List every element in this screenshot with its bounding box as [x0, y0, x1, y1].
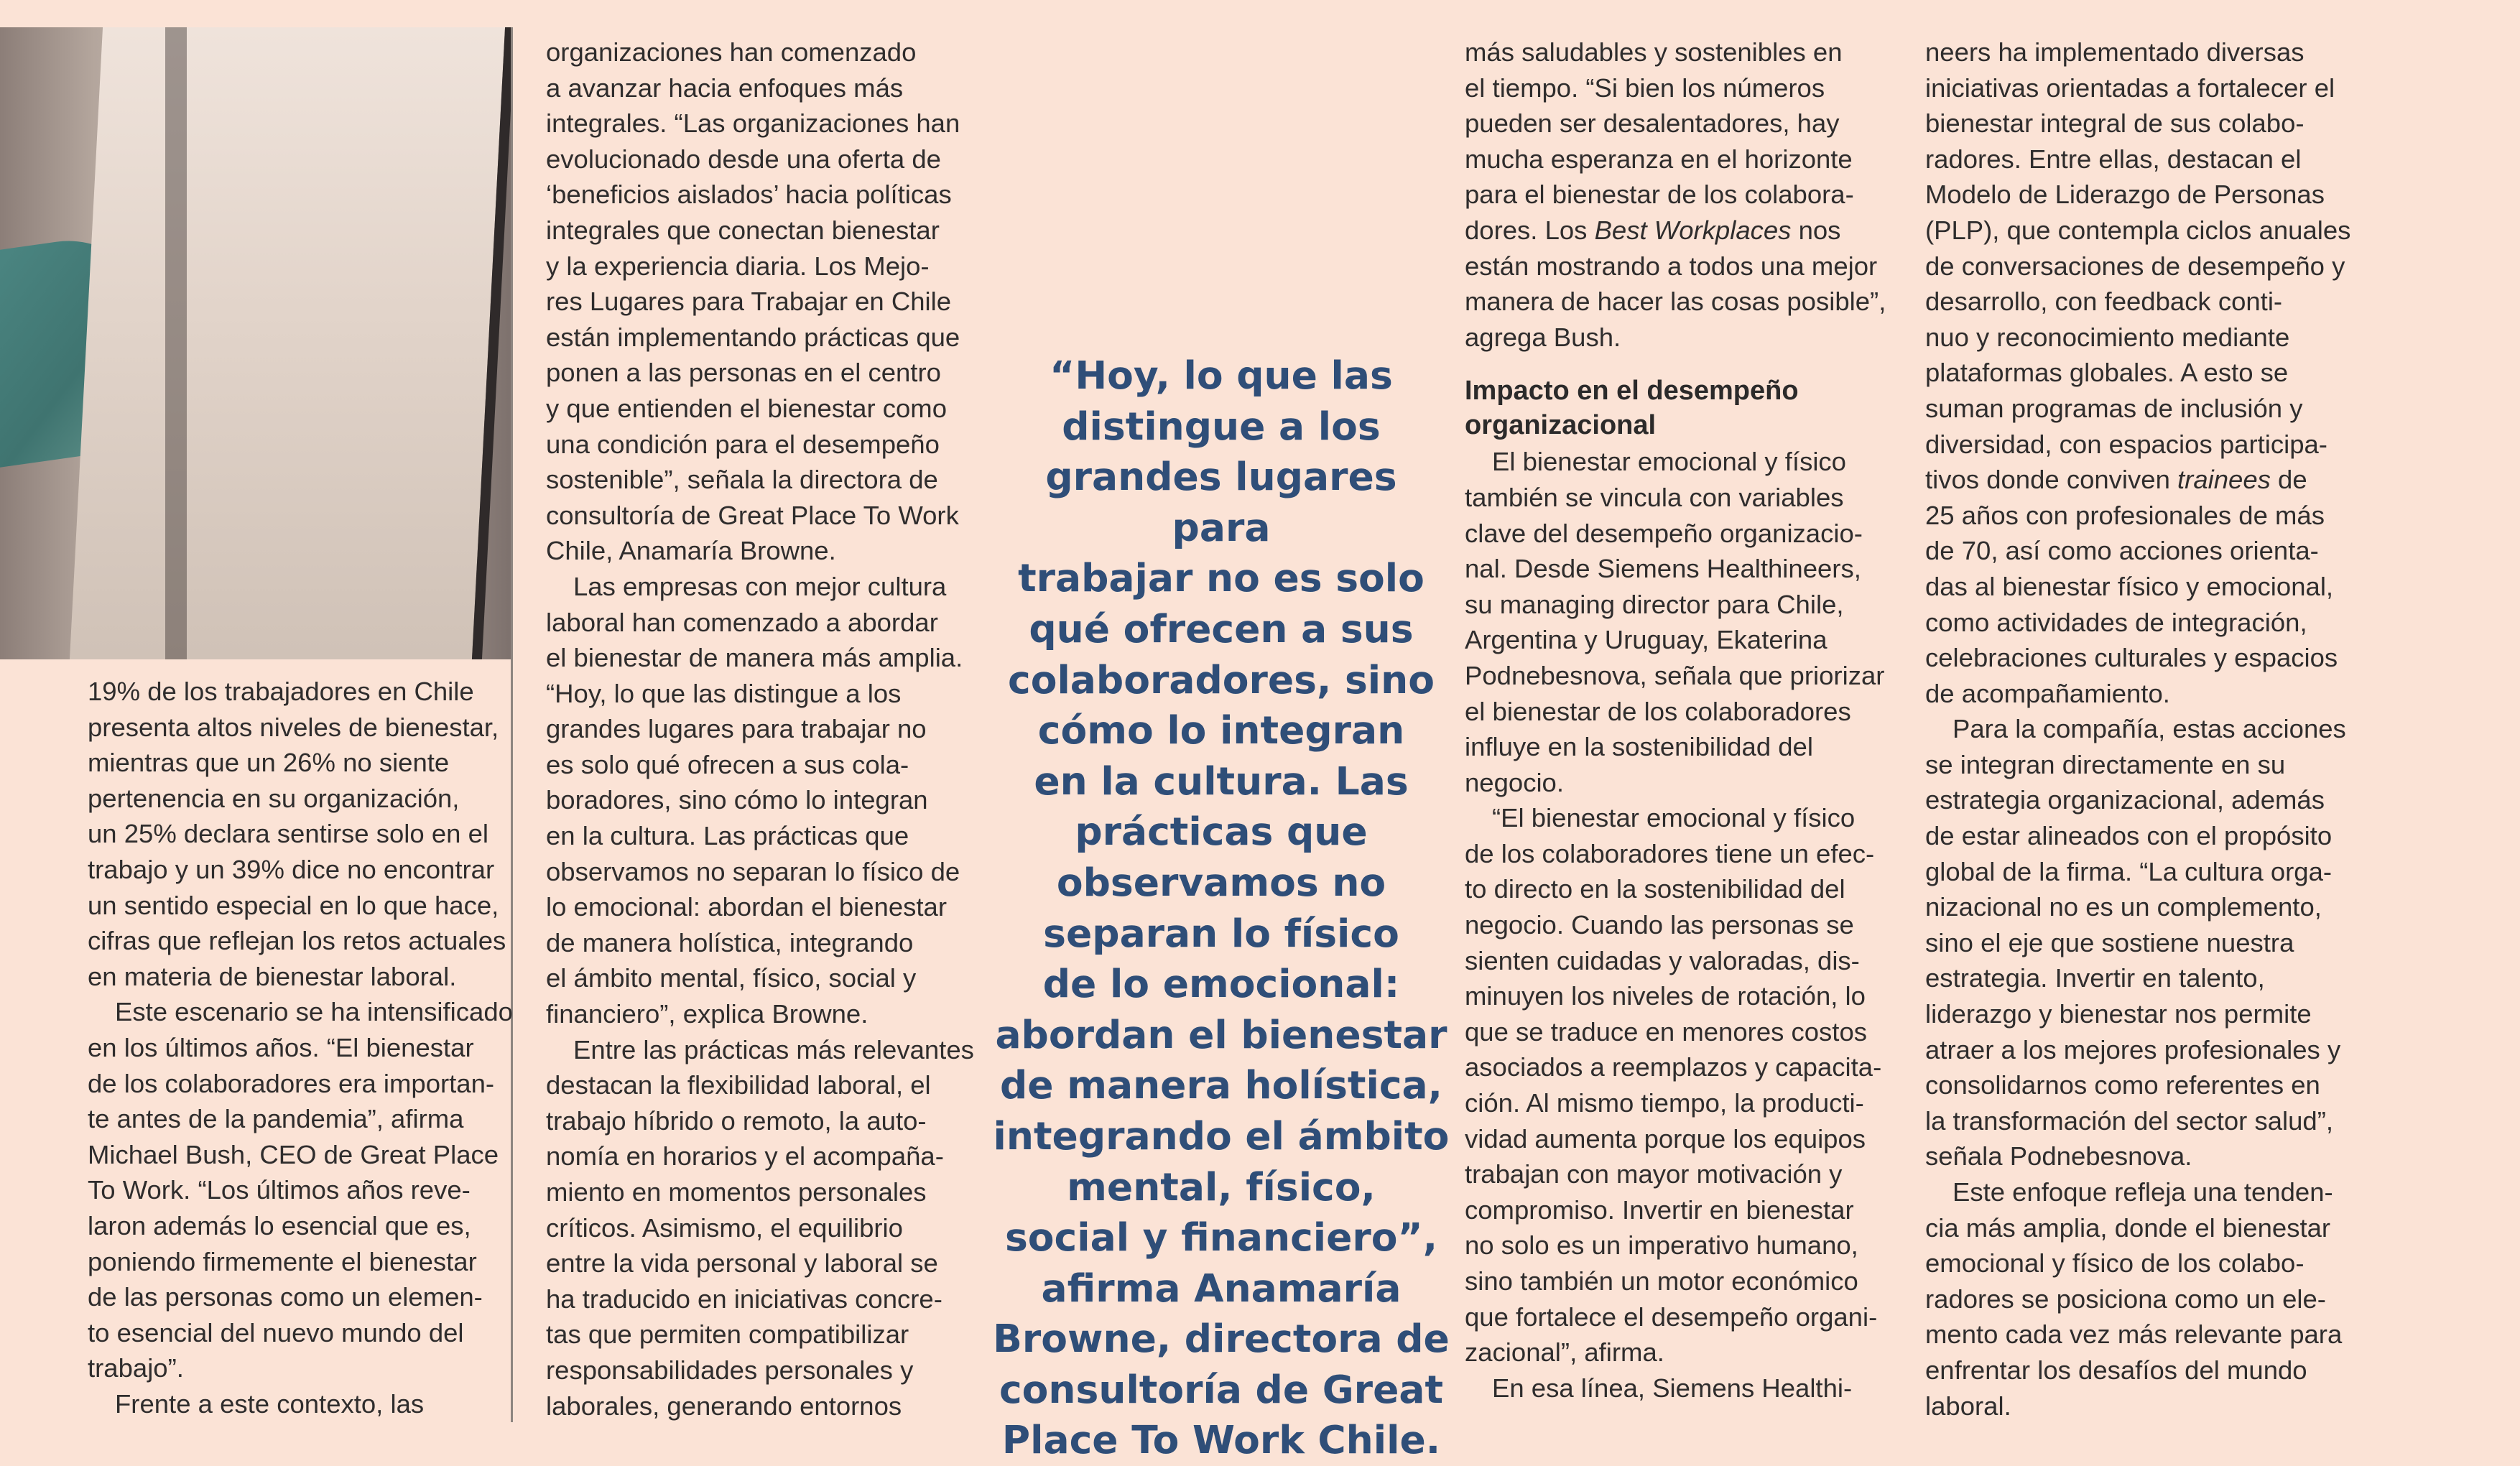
- paragraph: 19% de los trabajadores en Chile presenta altos niveles de bienestar, mientras que un 26% no siente pertenencia en su organización, un 25% declara sentirse solo en el trabajo y un 39% dice no encontrar un sentido especial en lo que hace, cifras que reflejan los retos actuales en materia de bienestar laboral.: [88, 677, 506, 991]
- paragraph: “El bienestar emocional y físico de los colaboradores tiene un efec- to directo en la sostenibilidad del negocio. Cuando las personas se sienten cuidadas y valoradas, dis- minuyen los niveles de rotación, lo que se traduce en menores costos asociados a reemplazos y capacita- ción. Al mismo tiempo, la producti- vidad aumenta porque los equipos trabajan con mayor motivación y compromiso. Invertir en bienestar no solo es un imperativo humano, sino también un motor económico que fortalece el desempeño organi- zacional”, afirma.: [1465, 803, 1882, 1368]
- article-column-3: [1465, 34, 1896, 1406]
- paragraph: Frente a este contexto, las: [115, 1388, 425, 1419]
- paragraph: Este enfoque refleja una tenden- cia más amplia, donde el bienestar emocional y físico de los colabo- radores se posiciona como un ele- mento cada vez más relevante para enfrentar los desafíos del mundo laboral.: [1925, 1177, 2343, 1421]
- photo-shadow: [165, 27, 187, 659]
- paragraph: Entre las prácticas más relevantes destacan la flexibilidad laboral, el trabajo híbrido o remoto, la auto- nomía en horarios y el acompaña- miento en momentos personales críticos. Asimismo, el equilibrio entre la vida personal y laboral se ha traducido en iniciativas concre- tas que permiten compatibilizar responsabilidades personales y laborales, generando entornos: [546, 1034, 974, 1421]
- text-run: de 25 años con profesionales de más de 70, así como acciones orienta- das al bienestar físico y emocional, como actividades de integración, celebraciones culturales y espacios de acompañamiento.: [1925, 465, 2338, 708]
- paragraph: En esa línea, Siemens Healthi-: [1492, 1373, 1853, 1403]
- pull-quote: “Hoy, lo que las distingue a los grandes lugares para trabajar no es solo qué ofrecen a sus colaboradores, sino cómo lo integran en la cultura. Las prácticas que observamos no separan lo físico de lo emocional: abordan el bienestar de manera holística, integrando el ámbito mental, físico, social y financiero”, afirma Anamaría Browne, directora de consultoría de Great Place To Work Chile.: [993, 353, 1450, 1463]
- text-run: nos están mostrando a todos una mejor manera de hacer las cosas posible”, agrega Bush.: [1465, 215, 1886, 352]
- photo-wall-panel: [69, 27, 511, 659]
- paragraph: Las empresas con mejor cultura laboral han comenzado a abordar el bienestar de manera más amplia. “Hoy, lo que las distingue a los grandes lugares para trabajar no es solo qué ofrecen a sus cola- boradores, sino cómo lo integran en la cultura. Las prácticas que observamos no separan lo físico de lo emocional: abordan el bienestar de manera holística, integrando el ámbito mental, físico, social y financiero”, explica Browne.: [546, 571, 963, 1029]
- article-column-1: [88, 674, 515, 1421]
- article-column-4: [1925, 34, 2356, 1424]
- paragraph: [1925, 34, 2356, 711]
- paragraph: Para la compañía, estas acciones se integran directamente en su estrategia organizacional, además de estar alineados con el propósito global de la firma. “La cultura orga- nizacional no es un complemento, sino el eje que sostiene nuestra estrategia. Invertir en talento, liderazgo y bienestar nos permite atraer a los mejores profesionales y consolidarnos como referentes en la transformación del sector salud”, señala Podnebesnova.: [1925, 714, 2346, 1172]
- emphasis-text: trainees: [2177, 465, 2271, 495]
- text-run: neers ha implementado diversas iniciativas orientadas a fortalecer el bienestar integral de sus colabo- radores. Entre ellas, destacan el Modelo de Liderazgo de Personas (PLP), que contempla ciclos anuales de conversaciones de desempeño y desarrollo, con feedback conti- nuo y reconocimiento mediante plataformas globales. A esto se suman programas de inclusión y diversidad, con espacios participa- tivos donde conviven: [1925, 37, 2351, 495]
- article-photo: [0, 27, 511, 659]
- paragraph: El bienestar emocional y físico también se vincula con variables clave del desempeño organizacio- nal. Desde Siemens Healthineers, su managing director para Chile, Argentina y Uruguay, Ekaterina Podnebesnova, señala que priorizar el bienestar de los colaboradores influye en la sostenibilidad del negocio.: [1465, 447, 1885, 797]
- text-run: más saludables y sostenibles en el tiempo. “Si bien los números pueden ser desalentadores, hay mucha esperanza en el horizonte para el bienestar de los colabora- dores. Los: [1465, 37, 1854, 245]
- paragraph: organizaciones han comenzado a avanzar hacia enfoques más integrales. “Las organizaciones han evolucionado desde una oferta de ‘beneficios aislados’ hacia políticas integrales que conectan bienestar y la experiencia diaria. Los Mejo- res Lugares para Trabajar en Chile están implementando prácticas que ponen a las personas en el centro y que entienden el bienestar como una condición para el desempeño sostenible”, señala la directora de consultoría de Great Place To Work Chile, Anamaría Browne.: [546, 37, 960, 566]
- section-heading: Impacto en el desempeño organizacional: [1465, 376, 1799, 441]
- article-column-2: [546, 34, 977, 1424]
- emphasis-text: Best Workplaces: [1594, 215, 1792, 245]
- paragraph: Este escenario se ha intensificado en los últimos años. “El bienestar de los colaboradores era importan- te antes de la pandemia”, afirma Michael Bush, CEO de Great Place To Work. “Los últimos años reve- laron además lo esencial que es, poniendo firmemente el bienestar de las personas como un elemen- to esencial del nuevo mundo del trabajo”.: [88, 997, 513, 1383]
- paragraph: [1465, 34, 1896, 355]
